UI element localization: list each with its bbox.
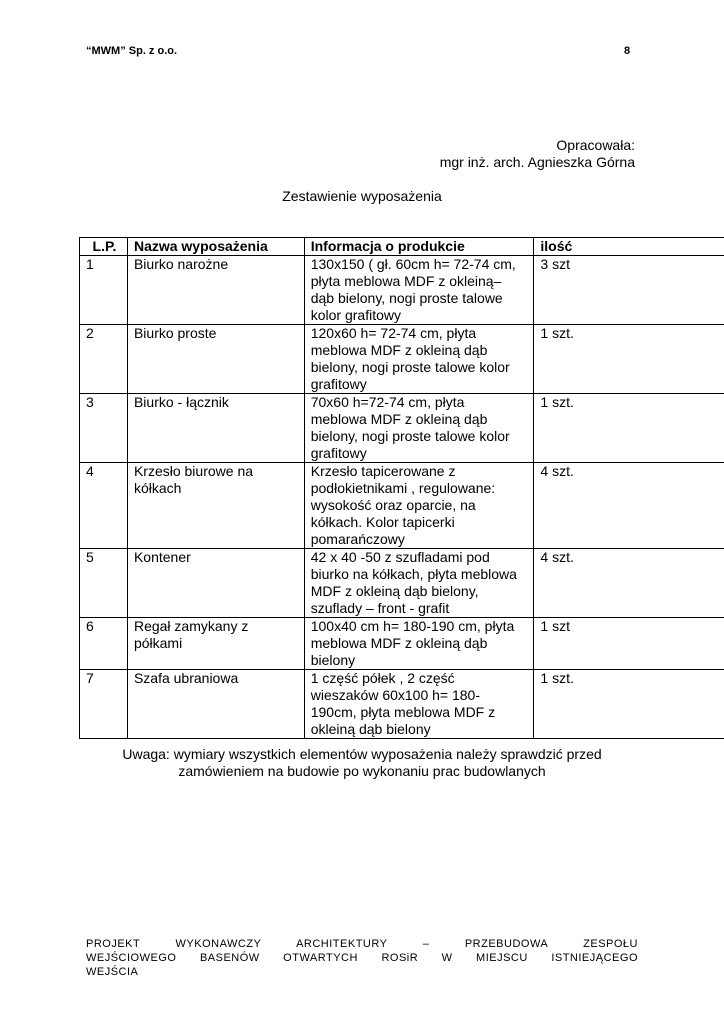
cell-lp: 4 [80,463,128,549]
cell-line: wieszaków 60x100 h= 180- [310,687,481,703]
cell-line: wysokość oraz oparcie, na [310,497,476,513]
footer-line: PROJEKT WYKONAWCZY ARCHITEKTURY – PRZEBUDOWA ZESPOŁU [86,938,638,950]
table-row [80,670,724,739]
author-block [440,137,635,171]
cell-line: MDF z okleiną dąb bielony, [310,583,479,599]
cell-name [127,670,304,739]
cell-line: Szafa ubraniowa [133,670,239,686]
cell-lp: 3 [80,394,128,463]
cell-line: meblowa MDF z okleiną dąb [310,411,488,427]
cell-qty: 1 szt. [534,394,724,463]
cell-info [304,325,534,394]
cell-line: Krzesło biurowe na [133,463,254,479]
column-header-info: Informacja o produkcie [304,238,534,256]
cell-info [304,394,534,463]
cell-lp: 7 [80,670,128,739]
cell-qty: 1 szt. [534,670,724,739]
note-line: Uwaga: wymiary wszystkich elementów wyposażenia należy sprawdzić przed [122,746,602,762]
cell-line: grafitowy [310,376,367,392]
cell-line: 70x60 h=72-74 cm, płyta [310,394,465,410]
cell-line: kolor grafitowy [310,307,401,323]
cell-qty: 1 szt [534,618,724,670]
cell-line: biurko na kółkach, płyta meblowa [310,566,517,582]
cell-line: szuflady – front - grafit [310,600,450,616]
cell-info [304,670,534,739]
cell-line: Regał zamykany z [133,618,249,634]
table-row [80,463,724,549]
cell-name [127,256,304,325]
cell-info [304,256,534,325]
cell-line: płyta meblowa MDF z okleiną– [310,273,502,289]
cell-line: dąb bielony, nogi proste talowe [310,290,503,306]
cell-info [304,618,534,670]
cell-line: 130x150 ( gł. 60cm h= 72-74 cm, [310,256,516,272]
cell-name [127,463,304,549]
cell-line: Biurko - łącznik [133,394,229,410]
cell-line: grafitowy [310,445,367,461]
note [0,746,724,780]
cell-line: bielony, nogi proste talowe kolor [310,428,510,444]
footer-line: WEJŚCIOWEGO BASENÓW OTWARTYCH ROSiR W MIEJSCU ISTNIEJĄCEGO [86,952,638,964]
cell-name [127,618,304,670]
cell-line: bielony [310,652,356,668]
table-row [80,325,724,394]
column-header-qty: ilość [534,238,724,256]
note-line: zamówieniem na budowie po wykonaniu prac budowlanych [178,763,546,779]
cell-line: Biurko proste [133,325,217,341]
cell-lp: 5 [80,549,128,618]
column-header-lp: L.P. [80,238,128,256]
cell-line: półkami [133,635,183,651]
cell-line: Biurko narożne [133,256,229,272]
cell-name [127,325,304,394]
cell-line: 120x60 h= 72-74 cm, płyta [310,325,477,341]
table-row [80,394,724,463]
footer-project-title [86,937,638,979]
page-number: 8 [624,45,631,57]
cell-line: podłokietnikami , regulowane: [310,480,496,496]
cell-line: meblowa MDF z okleiną dąb [310,635,488,651]
cell-name [127,394,304,463]
table-body [80,256,724,739]
table-row [80,618,724,670]
column-header-name: Nazwa wyposażenia [127,238,304,256]
cell-info [304,463,534,549]
document-title: Zestawienie wyposażenia [282,188,442,204]
cell-line: pomarańczowy [310,531,405,547]
cell-qty: 3 szt [534,256,724,325]
cell-qty: 4 szt. [534,463,724,549]
cell-name [127,549,304,618]
author-label: Opracowała: [556,137,635,153]
cell-lp: 2 [80,325,128,394]
cell-line: 100x40 cm h= 180-190 cm, płyta [310,618,515,634]
cell-line: bielony, nogi proste talowe kolor [310,359,510,375]
cell-line: Kontener [133,549,191,565]
cell-info [304,549,534,618]
cell-line: kółkach. Kolor tapicerki [310,514,455,530]
cell-line: 42 x 40 -50 z szufladami pod [310,549,490,565]
company-name: “MWM” Sp. z o.o. [86,45,178,57]
equipment-table [79,237,724,739]
cell-lp: 1 [80,256,128,325]
cell-qty: 4 szt. [534,549,724,618]
table-row [80,256,724,325]
cell-line: okleiną dąb bielony [310,721,431,737]
cell-lp: 6 [80,618,128,670]
cell-line: Krzesło tapicerowane z [310,463,456,479]
footer-line: WEJŚCIA [86,966,139,978]
cell-line: 1 część półek , 2 część [310,670,455,686]
cell-line: 190cm, płyta meblowa MDF z [310,704,496,720]
cell-line: kółkach [133,480,182,496]
cell-line: meblowa MDF z okleiną dąb [310,342,488,358]
table-row [80,549,724,618]
table-header-row [80,238,724,256]
author-name: mgr inż. arch. Agnieszka Górna [439,154,635,170]
cell-qty: 1 szt. [534,325,724,394]
